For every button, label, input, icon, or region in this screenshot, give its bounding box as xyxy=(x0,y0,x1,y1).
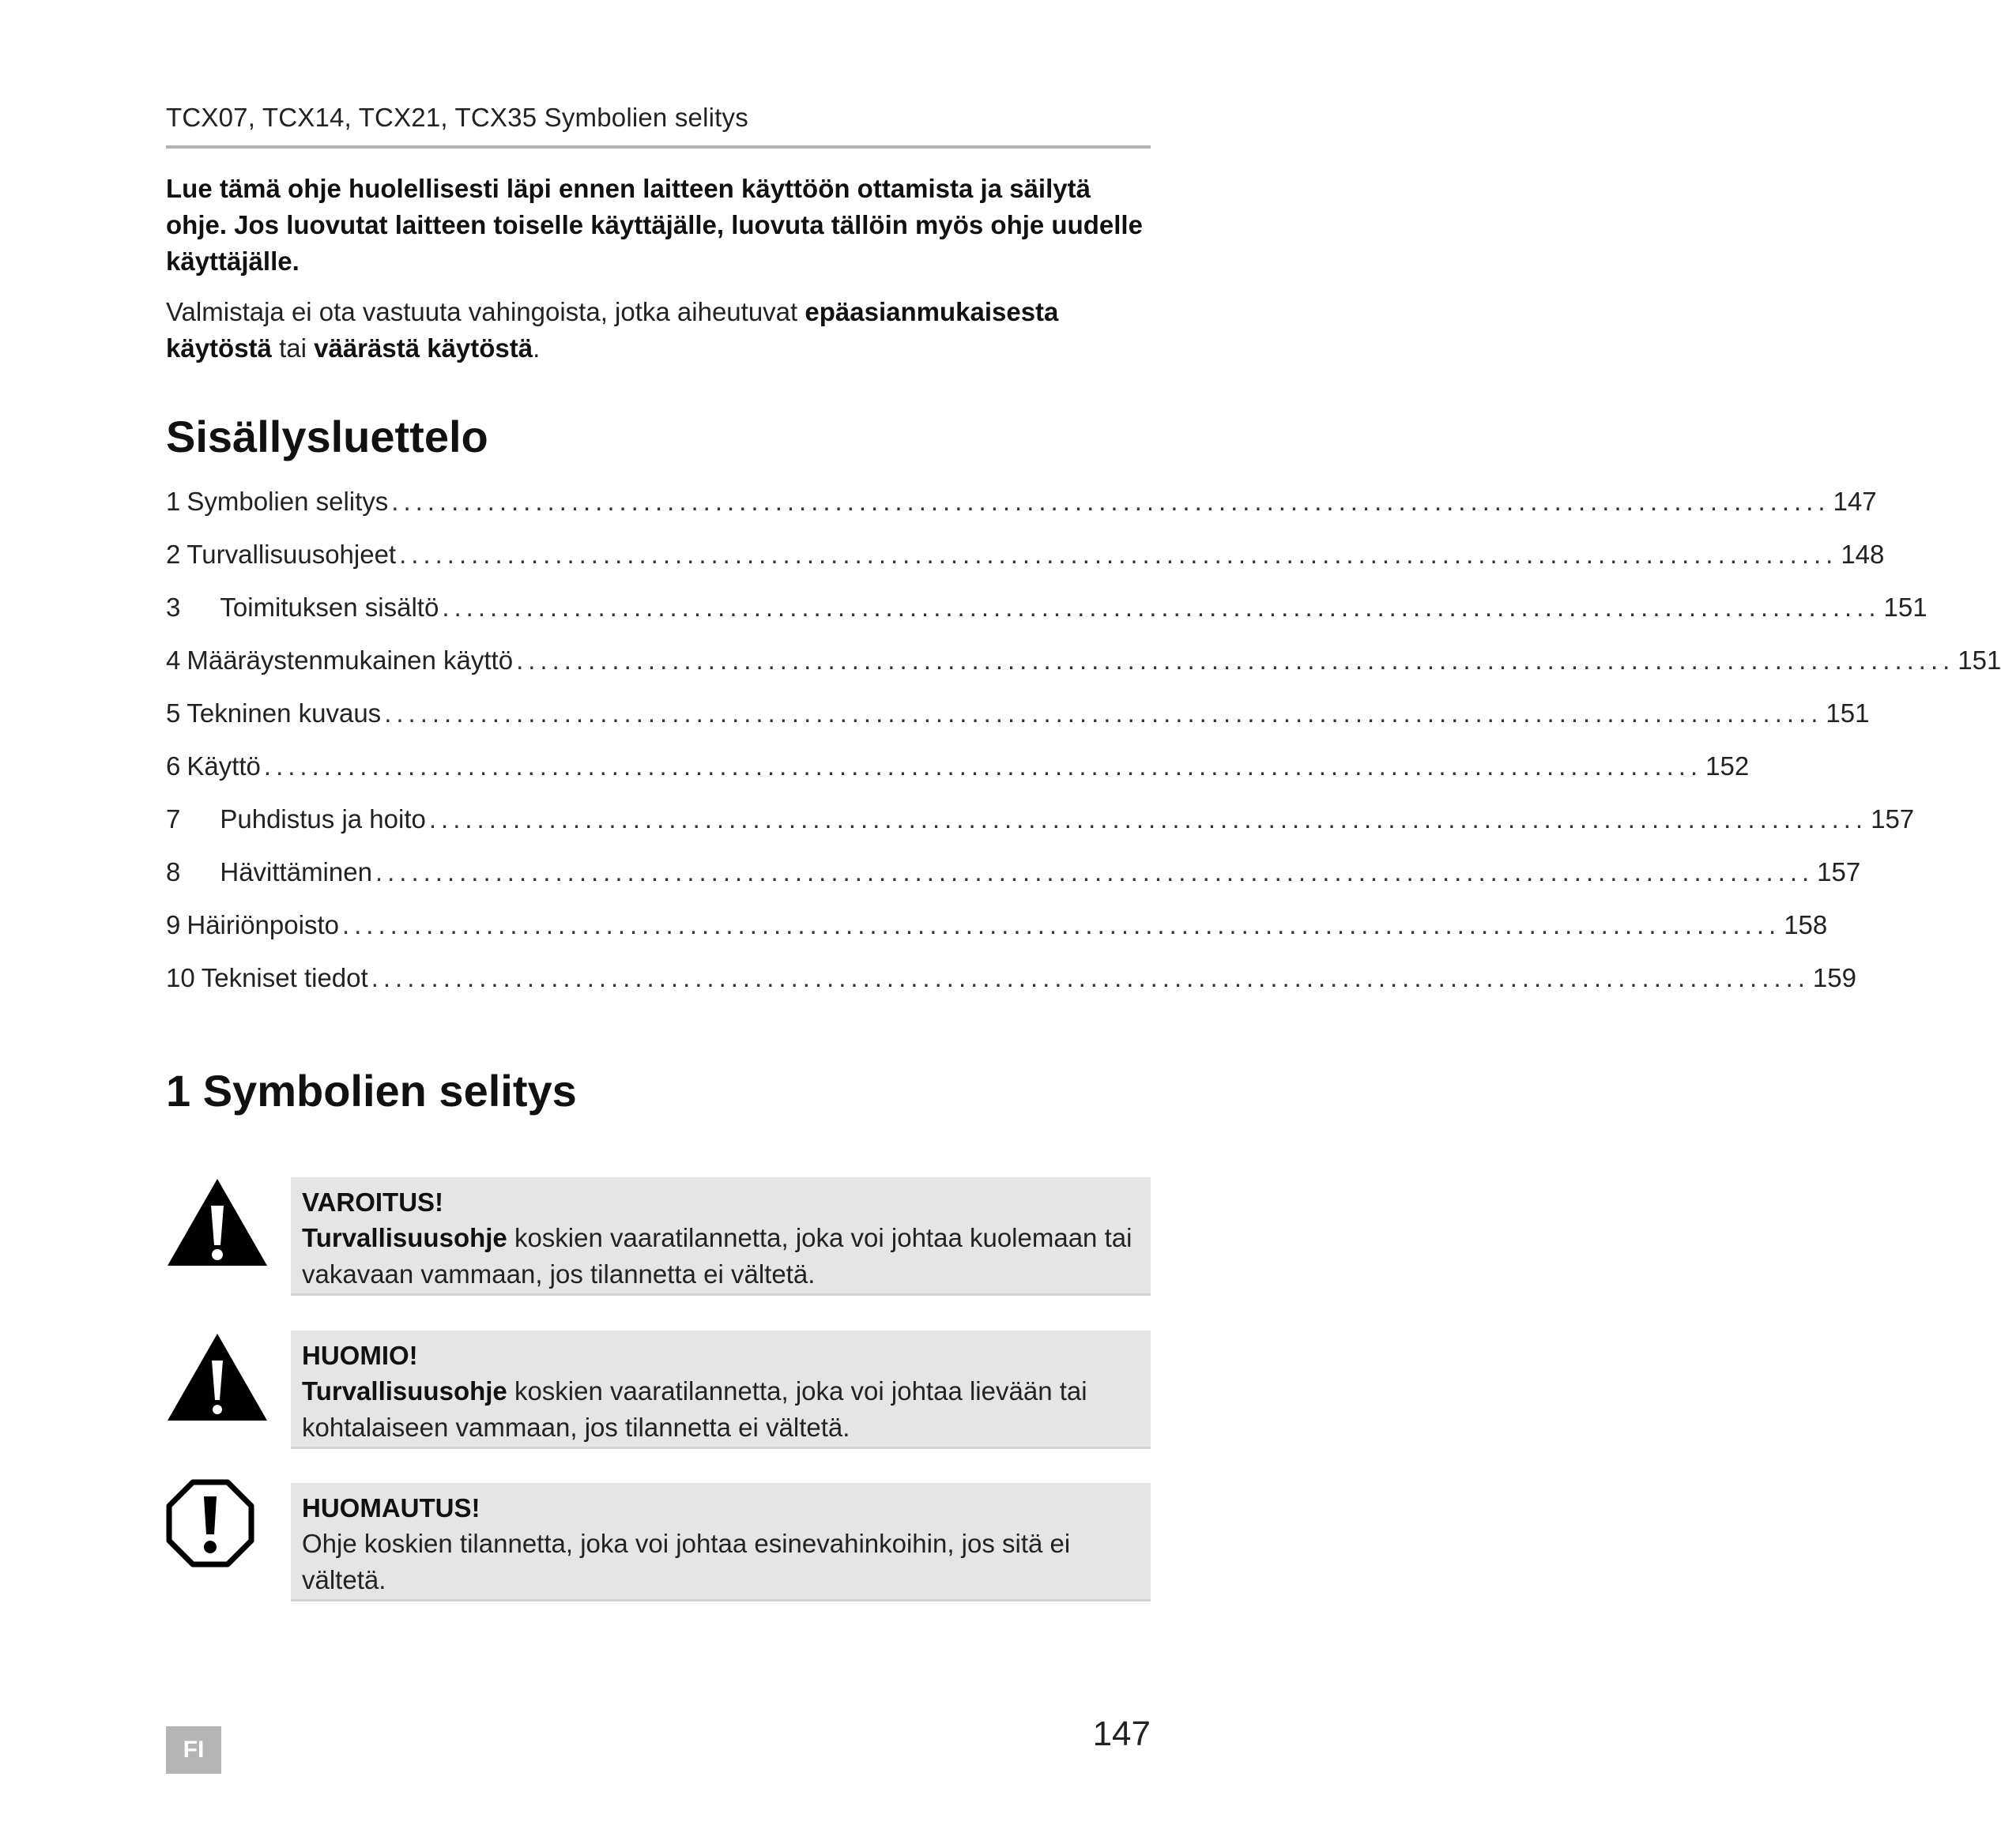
toc-entry[interactable] xyxy=(166,645,2001,680)
toc-entry[interactable] xyxy=(166,487,1877,521)
toc-entry-number: 9 xyxy=(166,910,181,939)
toc-entry-number: 2 xyxy=(166,540,181,569)
caution-notice-box xyxy=(291,1330,1151,1449)
toc-entry-page: 151 xyxy=(1883,593,1928,622)
liability-bold-1: epäasianmukaisesta käytöstä xyxy=(166,297,1059,363)
toc-entry-page: 147 xyxy=(1833,487,1877,516)
toc-entry-number: 1 xyxy=(166,487,181,516)
toc-entry-title: Määräystenmukainen käyttö xyxy=(187,645,514,675)
toc-leader-dots: ........................................................................................................................ xyxy=(516,645,1955,675)
notice-info-box xyxy=(291,1483,1151,1601)
toc-entry-page: 151 xyxy=(1826,698,1870,728)
toc-leader-dots: ........................................................................................................................ xyxy=(375,857,1814,886)
toc-leader-dots: ........................................................................................................................ xyxy=(384,698,1823,728)
toc-title: Sisällysluettelo xyxy=(166,412,488,461)
toc-entry-title: Turvallisuusohjeet xyxy=(187,540,397,569)
notice-text xyxy=(302,1373,1140,1446)
toc-entry[interactable] xyxy=(166,963,1856,998)
toc-entry-title: Tekninen kuvaus xyxy=(187,698,382,728)
toc-entry[interactable] xyxy=(166,540,1885,574)
toc-entry-page: 159 xyxy=(1812,963,1856,992)
toc-entry-title: Symbolien selitys xyxy=(187,487,389,516)
notice-heading: HUOMAUTUS! xyxy=(302,1493,480,1522)
toc-entry-number: 10 xyxy=(166,963,195,992)
toc-leader-dots: ........................................................................................................................ xyxy=(341,910,1781,939)
toc-entry-page: 157 xyxy=(1817,857,1861,886)
toc-entry-title: Hävittäminen xyxy=(220,857,372,886)
notice-body: koskien vaaratilannetta, joka voi johtaa kuolemaan tai vakavaan vammaan, jos tilannetta ei vältetä. xyxy=(302,1223,1132,1289)
notice-bold-lead: Turvallisuusohje xyxy=(302,1376,507,1406)
toc-entry[interactable] xyxy=(166,804,1915,839)
toc-entry-page: 157 xyxy=(1871,804,1915,834)
liability-paragraph xyxy=(166,294,1154,367)
notice-octagon-icon xyxy=(166,1479,254,1571)
notice-text xyxy=(302,1220,1140,1293)
notice-body: koskien vaaratilannetta, joka voi johtaa lievään tai kohtalaiseen vammaan, jos tilannetta ei vältetä. xyxy=(302,1376,1087,1442)
toc-entry-page: 158 xyxy=(1784,910,1828,939)
warning-notice-box xyxy=(291,1177,1151,1296)
toc-entry[interactable] xyxy=(166,751,1750,786)
toc-entry-number: 5 xyxy=(166,698,181,728)
liability-end: . xyxy=(533,333,541,363)
toc-entry-number: 7 xyxy=(166,804,181,834)
liability-bold-2: väärästä käytöstä xyxy=(314,333,533,363)
notice-heading: HUOMIO! xyxy=(302,1341,418,1370)
toc-entry-number: 4 xyxy=(166,645,181,675)
header-divider xyxy=(166,145,1151,149)
toc-entry[interactable] xyxy=(166,698,1870,733)
toc-entry-title: Puhdistus ja hoito xyxy=(220,804,426,834)
toc-entry-page: 152 xyxy=(1705,751,1750,781)
toc-entry[interactable] xyxy=(166,593,1928,627)
page-number: 147 xyxy=(1092,1714,1151,1753)
toc-leader-dots: ........................................................................................................................ xyxy=(428,804,1868,834)
toc-entry-number: 3 xyxy=(166,593,181,622)
toc-entry-number: 6 xyxy=(166,751,181,781)
toc-entry-title: Toimituksen sisältö xyxy=(220,593,439,622)
toc-entry-page: 148 xyxy=(1841,540,1885,569)
notice-bold-lead: Turvallisuusohje xyxy=(302,1223,507,1252)
notice-body: Ohje koskien tilannetta, joka voi johtaa esinevahinkoihin, jos sitä ei vältetä. xyxy=(302,1529,1071,1594)
notice-text xyxy=(302,1526,1140,1598)
toc-leader-dots: ........................................................................................................................ xyxy=(442,593,1881,622)
toc-leader-dots: ........................................................................................................................ xyxy=(263,751,1703,781)
toc-entry-title: Tekniset tiedot xyxy=(201,963,368,992)
toc-entry-title: Häiriönpoisto xyxy=(187,910,339,939)
toc-entry-number: 8 xyxy=(166,857,181,886)
section-title: 1 Symbolien selitys xyxy=(166,1066,577,1116)
liability-lead: Valmistaja ei ota vastuuta vahingoista, jotka aiheutuvat xyxy=(166,297,805,326)
toc-leader-dots: ........................................................................................................................ xyxy=(371,963,1810,992)
running-header: TCX07, TCX14, TCX21, TCX35 Symbolien selitys xyxy=(166,103,748,132)
toc-leader-dots: ........................................................................................................................ xyxy=(391,487,1830,516)
intro-warning-paragraph: Lue tämä ohje huolellisesti läpi ennen laitteen käyttöön ottamista ja säilytä ohje. Jos luovutat laitteen toiselle käyttäjälle, luovuta tällöin myös ohje uudelle käyttäjälle. xyxy=(166,174,1143,276)
toc-leader-dots: ........................................................................................................................ xyxy=(399,540,1838,569)
toc-entry[interactable] xyxy=(166,857,1861,892)
warning-triangle-icon xyxy=(166,1177,269,1271)
language-badge: FI xyxy=(166,1726,221,1774)
toc-entry-title: Käyttö xyxy=(187,751,261,781)
caution-triangle-icon xyxy=(166,1332,269,1426)
notice-heading: VAROITUS! xyxy=(302,1187,444,1217)
liability-mid: tai xyxy=(271,333,315,363)
toc-entry[interactable] xyxy=(166,910,1828,945)
toc-entry-page: 151 xyxy=(1958,645,2001,675)
